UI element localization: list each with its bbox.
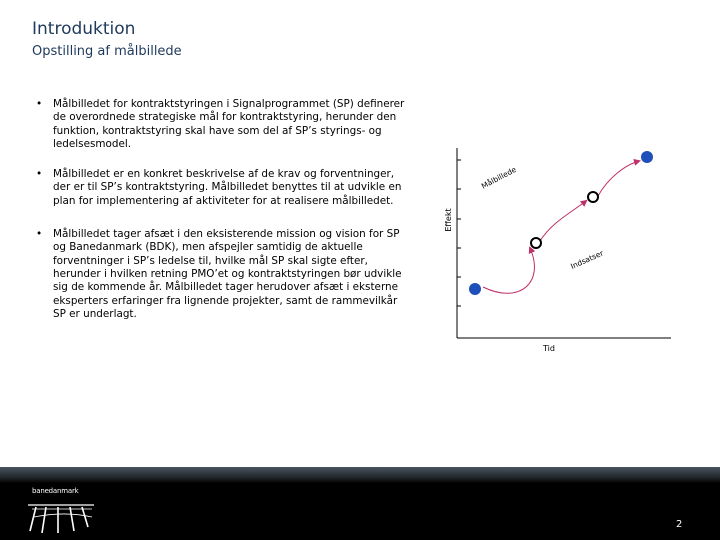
logo-rails-icon — [24, 487, 99, 535]
bullet-marker: • — [36, 228, 43, 241]
bullet-marker: • — [36, 98, 43, 110]
banedanmark-logo — [24, 487, 99, 535]
slide-subtitle: Opstilling af målbillede — [32, 44, 182, 59]
arc-label-indsatser: Indsatser — [569, 248, 605, 271]
arc-label-malbillede: Målbillede — [479, 164, 518, 191]
page-number: 2 — [676, 519, 683, 530]
footer-gradient-band — [0, 467, 720, 483]
start-point — [469, 283, 481, 295]
slide-title: Introduktion — [32, 19, 136, 39]
upper-arc-arrow — [598, 161, 639, 196]
middle-arc-arrow — [540, 201, 586, 241]
logo-text: banedanmark — [32, 487, 79, 495]
bullet-marker: • — [36, 168, 43, 181]
y-axis-ticks — [457, 160, 461, 306]
lower-arc-arrow — [483, 248, 534, 293]
bullet-text-1: Målbilledet for kontraktstyringen i Signalprogrammet (SP) definerer de overordnede strategiske mål for kontraktstyring, herunder den funktion, kontraktstyring skal have som del af SP’s styrings- og ledelsesmodel. — [53, 98, 405, 150]
bullet-text-3: Målbilledet tager afsæt i den eksisterende mission og vision for SP og Banedanmark (BDK), men afspejler samtidig de aktuelle forventninger i SP’s ledelse til, hvilke mål SP skal sigte efter, herunder i hvilken retning PMO’et og kontraktstyringen bør udvikle sig de kommende år. Målbilledet tager herudover afsæt i eksterne eksperters erfaringer fra lignende projekter, samt de rammevilkår SP er underlagt. — [53, 228, 402, 320]
target-point — [641, 151, 653, 163]
bullet-text-2: Målbilledet er en konkret beskrivelse af de krav og forventninger, der er til SP’s kontraktstyring. Målbilledet benyttes til at udvikle en plan for implementering af aktiviteter for at realisere målbilledet. — [53, 168, 402, 207]
footer-bar — [0, 467, 720, 540]
y-axis-label: Effekt — [444, 208, 453, 232]
intermediate-point-1 — [531, 238, 541, 248]
x-axis-label: Tid — [543, 344, 555, 353]
intermediate-point-2 — [588, 192, 598, 202]
